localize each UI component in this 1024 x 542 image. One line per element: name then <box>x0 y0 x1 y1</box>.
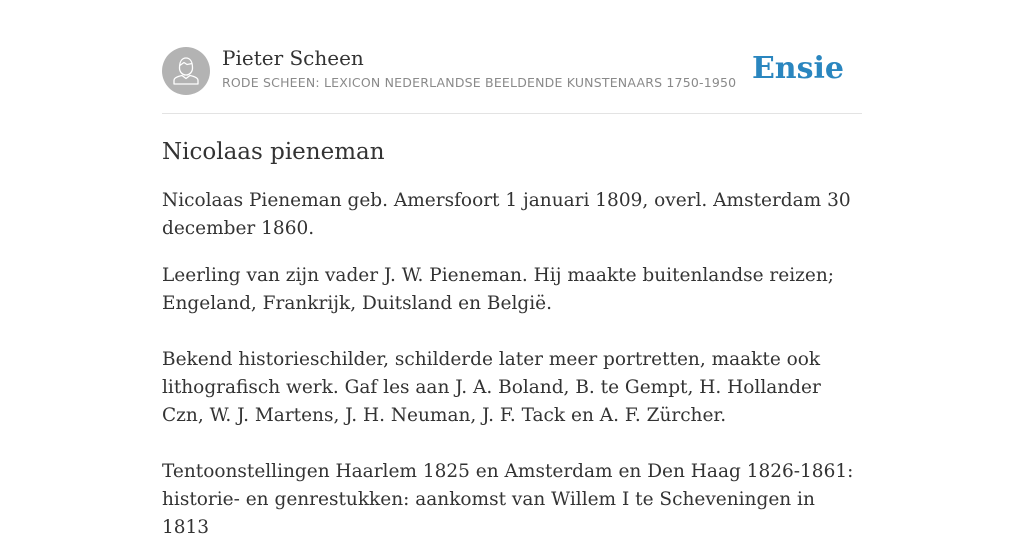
user-icon <box>162 47 210 95</box>
article-paragraph: Tentoonstellingen Haarlem 1825 en Amsterdam en Den Haag 1826-1861: historie- en genrestukken: aankomst van Willem I te Scheveningen in 1813 <box>162 461 854 538</box>
article <box>162 136 862 542</box>
article-paragraph: Bekend historieschilder, schilderde later meer portretten, maakte ook lithografisch werk. Gaf les aan J. A. Boland, B. te Gempt, H. Hollander Czn, W. J. Martens, J. H. Neuman, J. F. Tack en A. F. Zürcher. <box>162 349 821 426</box>
source-title[interactable]: RODE SCHEEN: LEXICON NEDERLANDSE BEELDENDE KUNSTENAARS 1750-1950 <box>222 75 737 90</box>
ensie-logo[interactable]: Ensie <box>751 51 844 86</box>
article-title: Nicolaas pieneman <box>162 139 385 165</box>
article-paragraph: Nicolaas Pieneman geb. Amersfoort 1 januari 1809, overl. Amsterdam 30 december 1860. <box>162 190 851 239</box>
author-header <box>162 46 862 96</box>
author-name[interactable]: Pieter Scheen <box>222 46 364 70</box>
header-divider <box>162 113 862 114</box>
article-paragraph: Leerling van zijn vader J. W. Pieneman. Hij maakte buitenlandse reizen; Engeland, Frankrijk, Duitsland en België. <box>162 265 834 314</box>
author-avatar[interactable] <box>162 47 210 95</box>
